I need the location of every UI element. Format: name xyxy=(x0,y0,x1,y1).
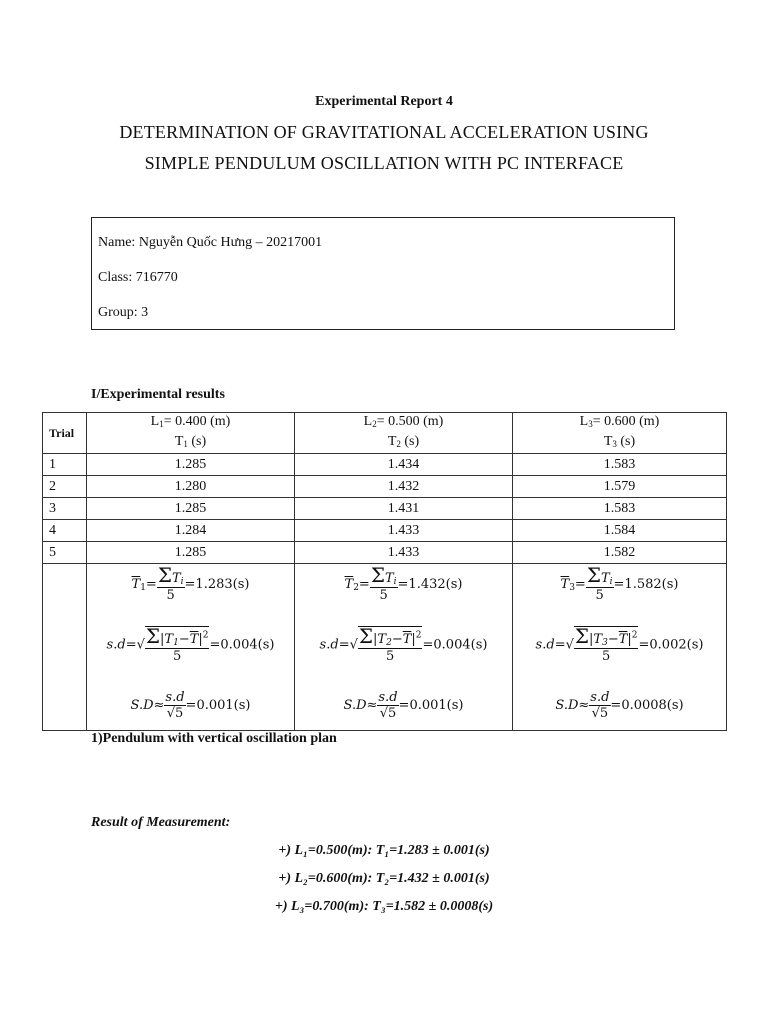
period-cell: 1.433 xyxy=(295,520,513,542)
table-row xyxy=(43,520,727,542)
results-table xyxy=(42,412,727,731)
period-cell: 1.579 xyxy=(513,476,727,498)
period-cell: 1.285 xyxy=(87,454,295,476)
period-cell: 1.280 xyxy=(87,476,295,498)
period-cell: 1.285 xyxy=(87,542,295,564)
result-title: Result of Measurement: xyxy=(91,815,231,830)
mean-formula: $\overline{T}_2=$ $\frac{\Sigma T_i}{5}$ =1.432(s) xyxy=(344,563,463,603)
title-line-1: DETERMINATION OF GRAVITATIONAL ACCELERATION USING xyxy=(119,122,649,142)
result-line-2: +) L₂=0.600(m): T₂=1.432 ± 0.001(s) xyxy=(278,871,490,886)
period-cell: 1.284 xyxy=(87,520,295,542)
formula-cell-1 xyxy=(87,564,295,731)
sd-value: =0.004(s) xyxy=(209,637,275,653)
table-row xyxy=(43,454,727,476)
column-header-1: $L_1= 0.400$ (m) $T_1$ (s) xyxy=(87,413,295,454)
se-formula: S.D≈ $\frac{s.d}{√5}$ =0.001(s) xyxy=(343,690,464,721)
trial-header: Trial xyxy=(43,413,87,454)
table-header-row xyxy=(43,413,727,454)
table-row xyxy=(43,498,727,520)
trial-cell: 1 xyxy=(43,454,87,476)
sd-value: =0.002(s) xyxy=(638,637,704,653)
column-header-2: $L_2= 0.500$ (m) $T_2$ (s) xyxy=(295,413,513,454)
mean-value: =1.283(s) xyxy=(184,577,250,592)
se-formula: S.D≈ $\frac{s.d}{√5}$ =0.0008(s) xyxy=(555,690,684,721)
period-cell: 1.584 xyxy=(513,520,727,542)
se-value: =0.001(s) xyxy=(398,698,464,713)
mean-formula: $\overline{T}_3=$ $\frac{\Sigma T_i}{5}$ =1.582(s) xyxy=(560,563,679,603)
student-info-box xyxy=(91,217,675,330)
trial-cell: 4 xyxy=(43,520,87,542)
period-cell: 1.431 xyxy=(295,498,513,520)
period-cell: 1.582 xyxy=(513,542,727,564)
sd-formula: s.d=√ $\frac{\Sigma|T_1-\overline{T}|^2}{5}$ =0.004(s) xyxy=(106,624,275,664)
period-cell: 1.432 xyxy=(295,476,513,498)
sd-value: =0.004(s) xyxy=(422,637,488,653)
formula-row xyxy=(43,564,727,731)
result-line-3: +) L₃=0.700(m): T₃=1.582 ± 0.0008(s) xyxy=(274,899,494,914)
section-heading: I/Experimental results xyxy=(91,387,225,402)
student-name: Name: Nguyễn Quốc Hưng – 20217001 xyxy=(98,235,323,250)
period-cell: 1.583 xyxy=(513,454,727,476)
se-value: =0.0008(s) xyxy=(610,698,684,713)
column-header-3: $L_3= 0.600$ (m) $T_3$ (s) xyxy=(513,413,727,454)
period-cell: 1.583 xyxy=(513,498,727,520)
table-row xyxy=(43,542,727,564)
student-class: Class: 716770 xyxy=(98,270,178,285)
student-group: Group: 3 xyxy=(98,305,149,320)
trial-cell: 5 xyxy=(43,542,87,564)
period-cell: 1.434 xyxy=(295,454,513,476)
trial-cell: 2 xyxy=(43,476,87,498)
empty-trial-cell xyxy=(43,564,87,731)
table-row xyxy=(43,476,727,498)
mean-value: =1.432(s) xyxy=(397,577,463,592)
se-formula: S.D≈ $\frac{s.d}{√5}$ =0.001(s) xyxy=(130,690,251,721)
mean-value: =1.582(s) xyxy=(613,577,679,592)
report-label: Experimental Report 4 xyxy=(315,94,453,109)
formula-cell-2 xyxy=(295,564,513,731)
result-line-1: +) L₁=0.500(m): T₁=1.283 ± 0.001(s) xyxy=(278,843,490,858)
period-cell: 1.433 xyxy=(295,542,513,564)
trial-cell: 3 xyxy=(43,498,87,520)
sd-formula: s.d=√ $\frac{\Sigma|T_3-\overline{T}|^2}{5}$ =0.002(s) xyxy=(535,624,704,664)
se-value: =0.001(s) xyxy=(185,698,251,713)
mean-formula: $\overline{T}_1=$ $\frac{\Sigma T_i}{5}$ =1.283(s) xyxy=(131,563,250,603)
sd-formula: s.d=√ $\frac{\Sigma|T_2-\overline{T}|^2}{5}$ =0.004(s) xyxy=(319,624,488,664)
subsection-heading: 1)Pendulum with vertical oscillation plan xyxy=(91,731,337,746)
formula-cell-3 xyxy=(513,564,727,731)
title-line-2: SIMPLE PENDULUM OSCILLATION WITH PC INTERFACE xyxy=(144,153,624,173)
period-cell: 1.285 xyxy=(87,498,295,520)
